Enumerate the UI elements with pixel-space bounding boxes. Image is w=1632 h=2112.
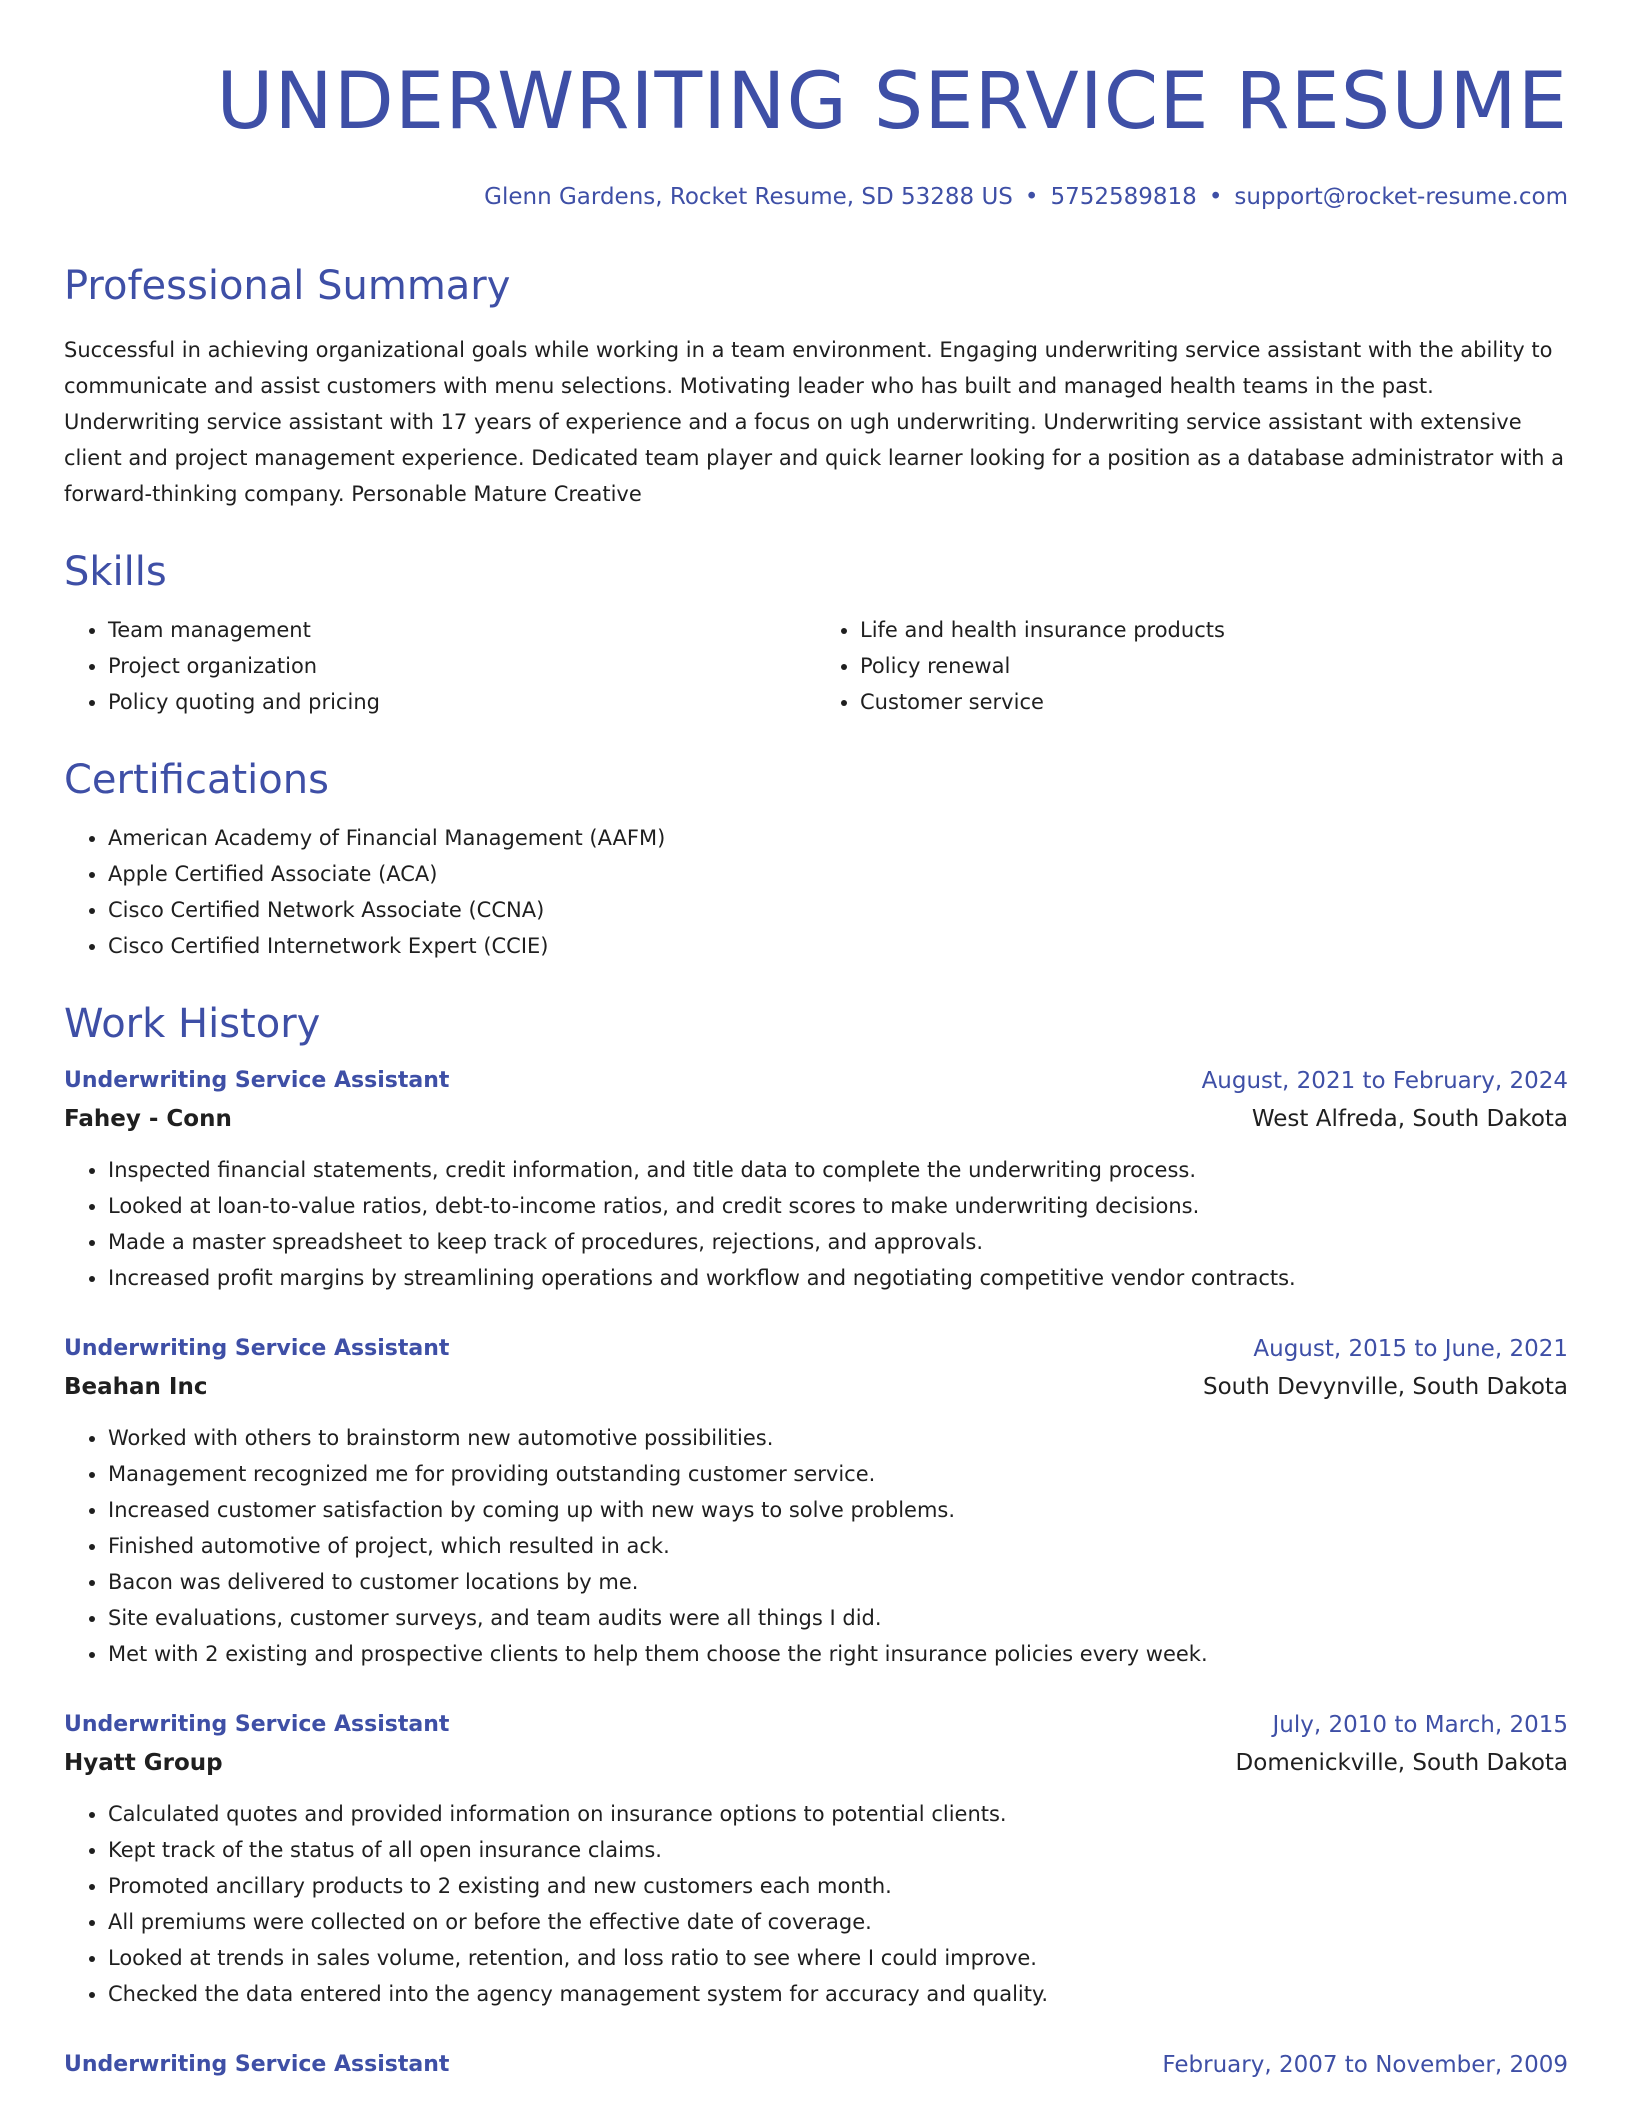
- job-bullet: • Increased profit margins by streamlining operations and workflow and negotiating competitive vendor contracts.: [108, 1260, 1568, 1296]
- skill-item: • Customer service: [860, 684, 1568, 720]
- job-location: Domenickville, South Dakota: [1235, 1750, 1568, 1776]
- job-bullet: • Finished automotive of project, which resulted in ack.: [108, 1528, 1568, 1564]
- job-title: Underwriting Service Assistant: [64, 2052, 450, 2077]
- job-title: Underwriting Service Assistant: [64, 1712, 450, 1737]
- job-header: [64, 1706, 1568, 1744]
- skill-item: • Policy renewal: [860, 648, 1568, 684]
- summary-section: [64, 260, 1568, 512]
- job-bullets: [64, 1420, 1568, 1672]
- job-bullet: • Bacon was delivered to customer locations by me.: [108, 1564, 1568, 1600]
- job-header: [64, 1062, 1568, 1100]
- certification-item: • Cisco Certified Internetwork Expert (CCIE): [108, 928, 1568, 964]
- job-bullet: • Site evaluations, customer surveys, and team audits were all things I did.: [108, 1600, 1568, 1636]
- job-bullet: • Management recognized me for providing outstanding customer service.: [108, 1456, 1568, 1492]
- job-dates: August, 2015 to June, 2021: [1253, 1336, 1568, 1362]
- certification-item: • Cisco Certified Network Associate (CCNA): [108, 892, 1568, 928]
- job-entry: [64, 2046, 1568, 2084]
- work-history-heading: Work History: [64, 1001, 321, 1047]
- job-bullet: • Worked with others to brainstorm new automotive possibilities.: [108, 1420, 1568, 1456]
- job-header: [64, 2046, 1568, 2084]
- contact-line: [64, 180, 1568, 214]
- job-bullet: • Calculated quotes and provided information on insurance options to potential clients.: [108, 1796, 1568, 1832]
- job-bullet: • Kept track of the status of all open insurance claims.: [108, 1832, 1568, 1868]
- resume-title: UNDERWRITING SERVICE RESUME: [216, 57, 1568, 147]
- job-bullets: [64, 1796, 1568, 2012]
- job-entry: [64, 1062, 1568, 1296]
- skill-item: • Team management: [108, 612, 816, 648]
- work-history-section: [64, 998, 1568, 2084]
- job-bullet: • Met with 2 existing and prospective clients to help them choose the right insurance policies every week.: [108, 1636, 1568, 1672]
- job-title: Underwriting Service Assistant: [64, 1068, 450, 1093]
- skill-item: • Life and health insurance products: [860, 612, 1568, 648]
- skill-item: • Policy quoting and pricing: [108, 684, 816, 720]
- job-location: South Devynville, South Dakota: [1202, 1374, 1568, 1400]
- contact-email[interactable]: support@rocket-resume.com: [1234, 184, 1568, 210]
- certifications-section: [64, 754, 1568, 964]
- contact-separator: •: [1024, 184, 1039, 210]
- job-subheader: [64, 1100, 1568, 1138]
- contact-phone: 5752589818: [1050, 184, 1197, 210]
- job-bullets: [64, 1152, 1568, 1296]
- job-company: Beahan Inc: [64, 1374, 208, 1400]
- job-bullet: • Increased customer satisfaction by coming up with new ways to solve problems.: [108, 1492, 1568, 1528]
- summary-heading: Professional Summary: [64, 263, 511, 309]
- certifications-list: [64, 820, 1568, 964]
- job-dates: February, 2007 to November, 2009: [1162, 2052, 1568, 2078]
- summary-text: Successful in achieving organizational goals while working in a team environment. Engaging underwriting service assistant with the ability to communicate and assist customers with menu selections. Motivating leader who has built and managed health teams in the past. Underwriting service assistant with 17 years of experience and a focus on ugh underwriting. Underwriting service assistant with extensive client and project management experience. Dedicated team player and quick learner looking for a position as a database administrator with a forward-thinking company. Personable Mature Creative: [64, 338, 1564, 506]
- job-title: Underwriting Service Assistant: [64, 1336, 450, 1361]
- job-bullet: • All premiums were collected on or before the effective date of coverage.: [108, 1904, 1568, 1940]
- job-location: West Alfreda, South Dakota: [1251, 1106, 1568, 1132]
- job-bullet: • Inspected financial statements, credit information, and title data to complete the underwriting process.: [108, 1152, 1568, 1188]
- job-bullet: • Promoted ancillary products to 2 existing and new customers each month.: [108, 1868, 1568, 1904]
- job-bullet: • Checked the data entered into the agency management system for accuracy and quality.: [108, 1976, 1568, 2012]
- job-bullet: • Looked at loan-to-value ratios, debt-to-income ratios, and credit scores to make underwriting decisions.: [108, 1188, 1568, 1224]
- job-company: Fahey - Conn: [64, 1106, 232, 1132]
- contact-address: Glenn Gardens, Rocket Resume, SD 53288 US: [484, 184, 1013, 210]
- skills-list-right: [816, 612, 1568, 720]
- certification-item: • Apple Certified Associate (ACA): [108, 856, 1568, 892]
- job-subheader: [64, 1744, 1568, 1782]
- skill-item: • Project organization: [108, 648, 816, 684]
- job-bullet: • Made a master spreadsheet to keep track of procedures, rejections, and approvals.: [108, 1224, 1568, 1260]
- certifications-heading: Certifications: [64, 757, 329, 803]
- job-entry: [64, 1706, 1568, 2012]
- job-dates: August, 2021 to February, 2024: [1201, 1068, 1568, 1094]
- job-company: Hyatt Group: [64, 1750, 223, 1776]
- job-dates: July, 2010 to March, 2015: [1272, 1712, 1568, 1738]
- skills-list-left: [64, 612, 816, 720]
- certification-item: • American Academy of Financial Management (AAFM): [108, 820, 1568, 856]
- contact-separator: •: [1208, 184, 1223, 210]
- skills-heading: Skills: [64, 549, 167, 595]
- skills-section: [64, 546, 1568, 720]
- job-entry: [64, 1330, 1568, 1672]
- job-header: [64, 1330, 1568, 1368]
- skills-columns: [64, 612, 1568, 720]
- job-bullet: • Looked at trends in sales volume, retention, and loss ratio to see where I could improve.: [108, 1940, 1568, 1976]
- job-subheader: [64, 1368, 1568, 1406]
